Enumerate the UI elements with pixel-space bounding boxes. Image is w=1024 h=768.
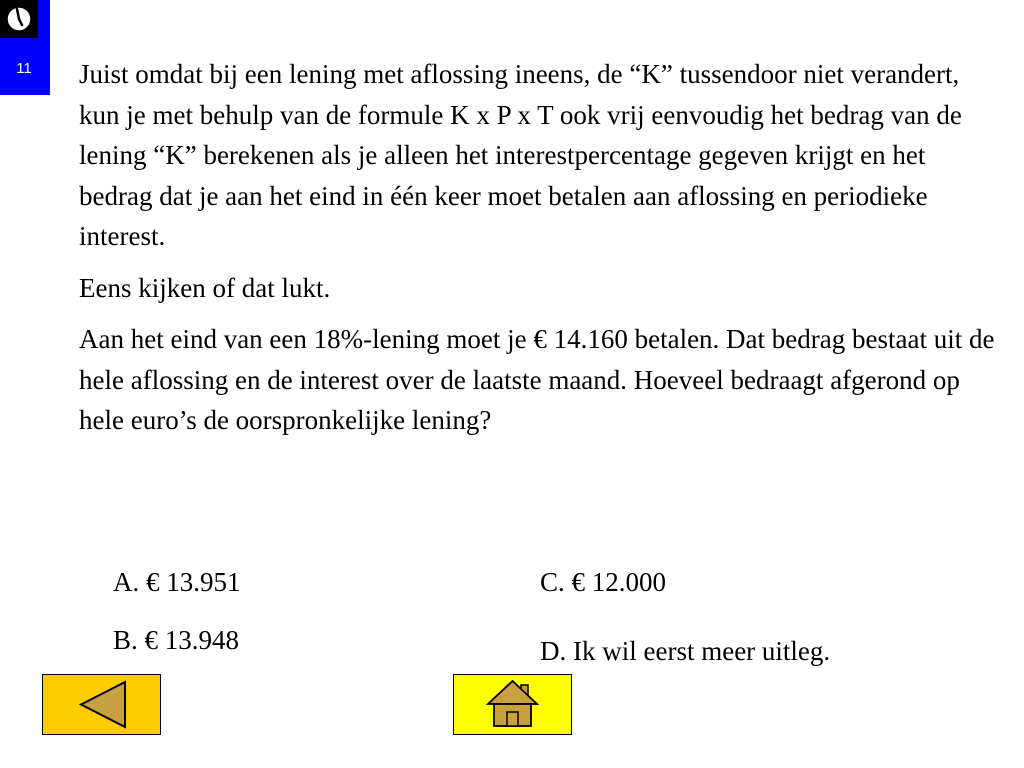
question-text	[79, 54, 999, 452]
back-button[interactable]	[42, 674, 161, 735]
intro-paragraph: Juist omdat bij een lening met aflossing ineens, de “K” tussendoor niet verandert, kun je met behulp van de formule K x P x T ook vrij eenvoudig het bedrag van de lening “K” berekenen als je alleen het interestpercentage gegeven krijgt en het bedrag dat je aan het eind in één keer moet betalen aan aflossing en periodieke interest.	[79, 59, 962, 251]
clock-icon	[0, 0, 38, 38]
answer-option-d[interactable]: D. Ik wil eerst meer uitleg.	[540, 636, 831, 666]
house-icon	[454, 675, 571, 734]
question-paragraph: Aan het eind van een 18%-lening moet je € 14.160 betalen. Dat bedrag bestaat uit de hele aflossing en de interest over de laatste maand. Hoeveel bedraagt afgerond op hele euro’s de oorspronkelijke lening?	[79, 324, 995, 435]
home-button[interactable]	[453, 674, 572, 735]
prompt-paragraph: Eens kijken of dat lukt.	[79, 272, 331, 303]
slide-sidebar	[0, 0, 50, 95]
answer-option-c[interactable]: C. € 12.000	[540, 567, 667, 597]
answer-option-a[interactable]: A. € 13.951	[113, 567, 241, 597]
answer-option-b[interactable]: B. € 13.948	[113, 625, 240, 655]
triangle-left-icon	[43, 675, 160, 734]
slide-number: 11	[16, 60, 32, 77]
